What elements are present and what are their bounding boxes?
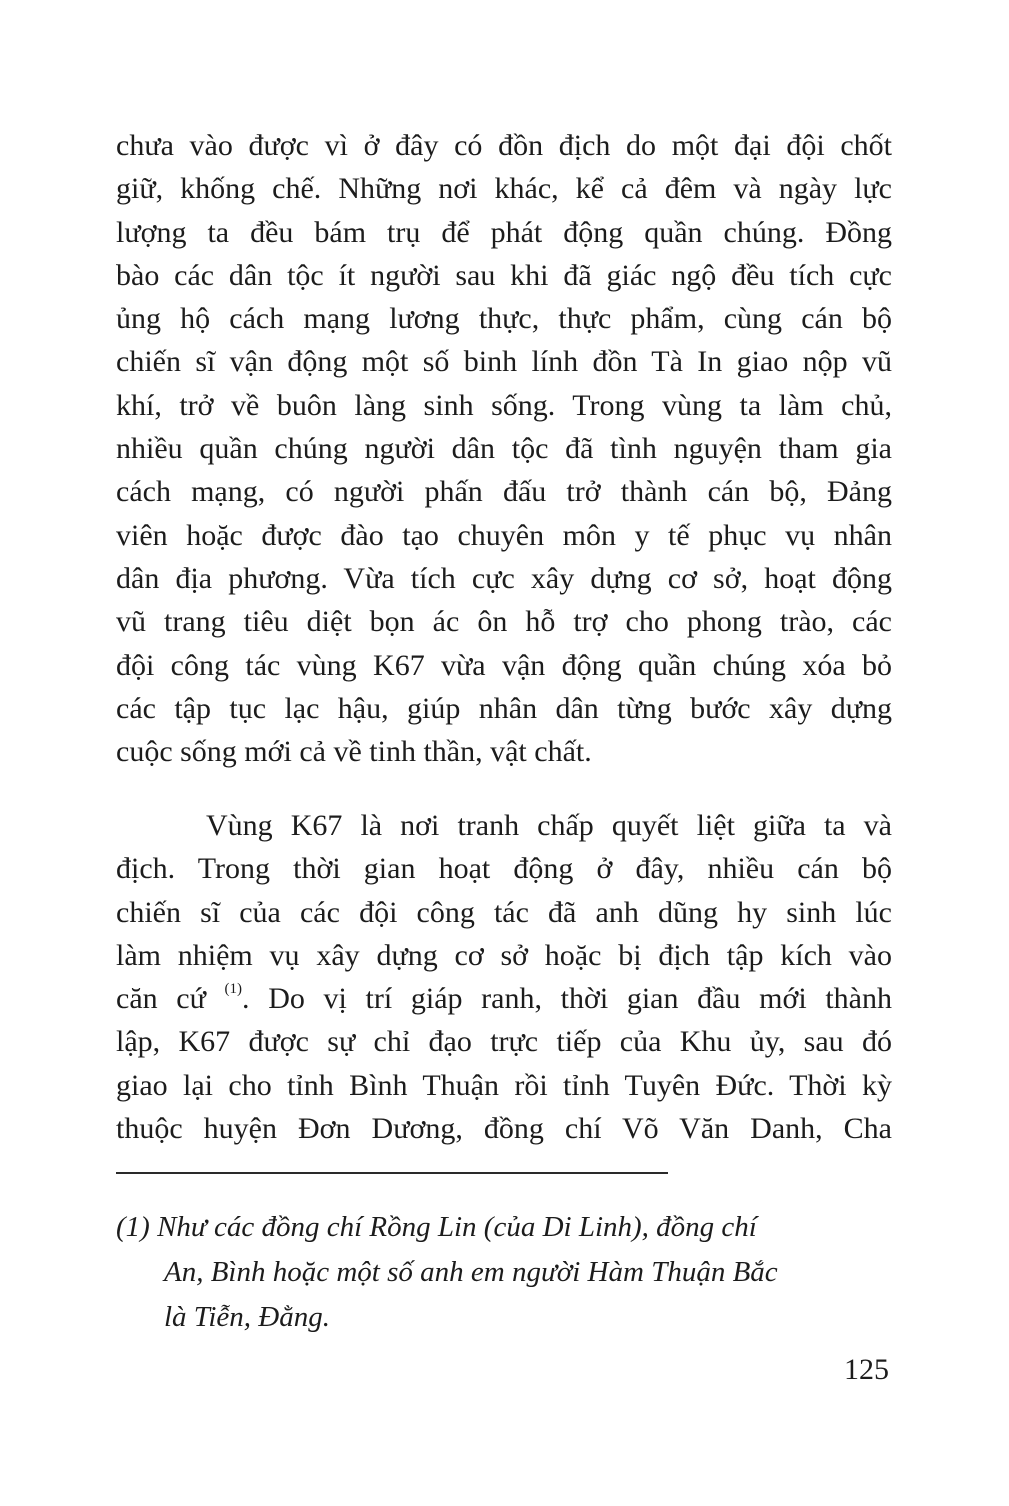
- text-line: giao lại cho tỉnh Bình Thuận rồi tỉnh Tuyên Đức. Thời kỳ: [116, 1068, 892, 1102]
- text-line: làm nhiệm vụ xây dựng cơ sở hoặc bị địch tập kích vào: [116, 938, 892, 972]
- text-line: đội công tác vùng K67 vừa vận động quần chúng xóa bỏ: [116, 648, 892, 682]
- footnote-line: (1) Như các đồng chí Rồng Lin (của Di Linh), đồng chí: [116, 1211, 757, 1243]
- text-line: lập, K67 được sự chỉ đạo trực tiếp của Khu ủy, sau đó: [116, 1025, 892, 1059]
- text-line: lượng ta đều bám trụ để phát động quần chúng. Đồng: [116, 215, 892, 249]
- paragraph-2: [116, 804, 892, 1150]
- text-line: bào các dân tộc ít người sau khi đã giác ngộ đều tích cực: [116, 258, 892, 292]
- text-line: các tập tục lạc hậu, giúp nhân dân từng bước xây dựng: [116, 691, 892, 725]
- footnote-line: là Tiễn, Đằng.: [164, 1301, 330, 1333]
- text-line: ủng hộ cách mạng lương thực, thực phẩm, cùng cán bộ: [116, 302, 892, 336]
- page-number: 125: [844, 1353, 889, 1386]
- text-line: chiến sĩ vận động một số binh lính đồn Tà In giao nộp vũ: [116, 345, 892, 379]
- text-line: giữ, khống chế. Những nơi khác, kể cả đêm và ngày lực: [116, 172, 892, 206]
- text-line: nhiều quần chúng người dân tộc đã tình nguyện tham gia: [116, 432, 892, 466]
- text-line: chưa vào được vì ở đây có đồn địch do một đại đội chốt: [116, 129, 892, 162]
- text-line-with-footnote-ref: [116, 977, 892, 1020]
- text-line: dân địa phương. Vừa tích cực xây dựng cơ sở, hoạt động: [116, 561, 892, 595]
- text-line: thuộc huyện Đơn Dương, đồng chí Võ Văn Danh, Cha: [116, 1112, 892, 1146]
- text-line: Vùng K67 là nơi tranh chấp quyết liệt giữa ta và: [206, 809, 892, 842]
- footnote-line: An, Bình hoặc một số anh em người Hàm Thuận Bắc: [164, 1256, 778, 1288]
- text-line: chiến sĩ của các đội công tác đã anh dũng hy sinh lúc: [116, 895, 892, 929]
- text-line: viên hoặc được đào tạo chuyên môn y tế phục vụ nhân: [116, 518, 892, 552]
- text-line: địch. Trong thời gian hoạt động ở đây, nhiều cán bộ: [116, 852, 892, 886]
- text-segment: căn cứ: [116, 982, 225, 1016]
- text-segment: . Do vị trí giáp ranh, thời gian đầu mới thành: [242, 982, 892, 1016]
- text-line: cuộc sống mới cả về tinh thần, vật chất.: [116, 735, 592, 769]
- footnote-reference: (1): [224, 981, 243, 998]
- text-line: khí, trở về buôn làng sinh sống. Trong vùng ta làm chủ,: [116, 388, 892, 422]
- footnote-divider: [116, 1172, 668, 1174]
- text-line: vũ trang tiêu diệt bọn ác ôn hỗ trợ cho phong trào, các: [116, 605, 892, 639]
- text-line: cách mạng, có người phấn đấu trở thành cán bộ, Đảng: [116, 475, 892, 509]
- footnote: [116, 1205, 876, 1340]
- paragraph-1: [116, 124, 892, 773]
